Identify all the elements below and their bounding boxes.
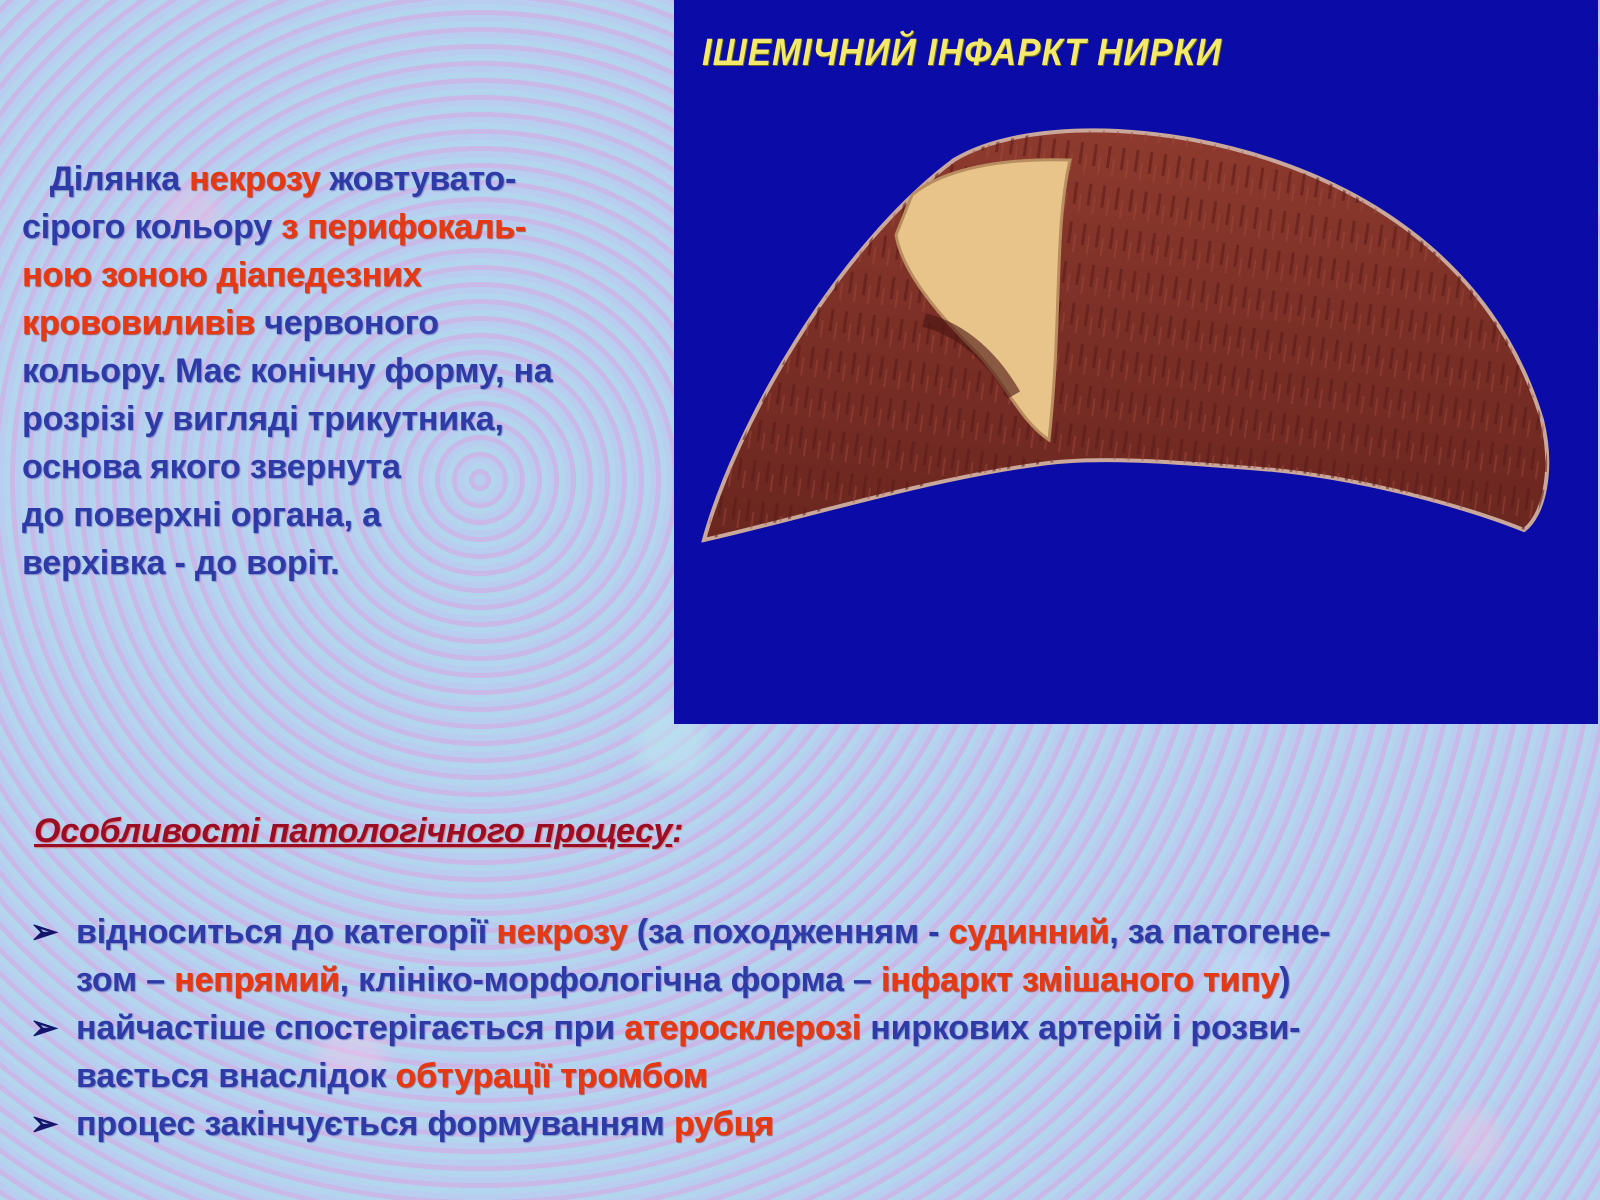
photo-title: ІШЕМІЧНИЙ ІНФАРКТ НИРКИ <box>702 32 1223 74</box>
kidney-photo <box>674 0 1598 724</box>
text-segment: ) <box>1279 961 1291 999</box>
highlighted-term: крововиливів <box>22 304 255 342</box>
highlighted-term: некрозу <box>496 913 628 951</box>
description-text <box>22 155 662 587</box>
highlighted-term: ною зоною діапедезних <box>22 256 422 294</box>
highlighted-term: обтурації тромбом <box>395 1057 708 1095</box>
text-segment: до поверхні органа, а <box>22 496 381 534</box>
highlighted-term: атеросклерозі <box>624 1009 861 1047</box>
text-segment: зом – <box>76 961 175 999</box>
text-segment: , клініко-морфологічна форма – <box>339 961 881 999</box>
highlighted-term: непрямий <box>174 961 340 999</box>
text-segment: (за походженням - <box>627 913 949 951</box>
text-segment: сірого кольору <box>22 208 282 246</box>
arrow-bullet-icon: ➢ <box>30 913 59 951</box>
text-segment: , за патогене- <box>1109 913 1331 951</box>
list-item <box>30 1004 1590 1100</box>
highlighted-term: з перифокаль- <box>281 208 526 246</box>
arrow-bullet-icon: ➢ <box>30 1105 59 1143</box>
text-segment: жовтувато- <box>320 160 517 198</box>
highlighted-term: некрозу <box>189 160 321 198</box>
list-item <box>30 1100 1590 1148</box>
kidney-illustration <box>674 0 1598 724</box>
text-segment: розрізі у вигляді трикутника, <box>22 400 504 438</box>
text-segment: кольору. Має конічну форму, на <box>22 352 553 390</box>
text-segment: червоного <box>254 304 439 342</box>
features-list <box>30 908 1590 1148</box>
text-segment: найчастіше спостерігається при <box>76 1009 625 1047</box>
highlighted-term: інфаркт змішаного типу <box>880 961 1280 999</box>
highlighted-term: судинний <box>948 913 1110 951</box>
text-segment: верхівка - до воріт. <box>22 544 340 582</box>
features-title: Особливості патологічного процесу: <box>34 812 684 850</box>
list-item <box>30 908 1590 1004</box>
text-segment: процес закінчується формуванням <box>76 1105 674 1143</box>
text-segment: основа якого звернута <box>22 448 401 486</box>
text-segment: відноситься до категорії <box>76 913 497 951</box>
arrow-bullet-icon: ➢ <box>30 1009 59 1047</box>
text-segment: Ділянка <box>22 160 190 198</box>
text-segment: вається внаслідок <box>76 1057 396 1095</box>
highlighted-term: рубця <box>673 1105 774 1143</box>
text-segment: ниркових артерій і розви- <box>861 1009 1301 1047</box>
